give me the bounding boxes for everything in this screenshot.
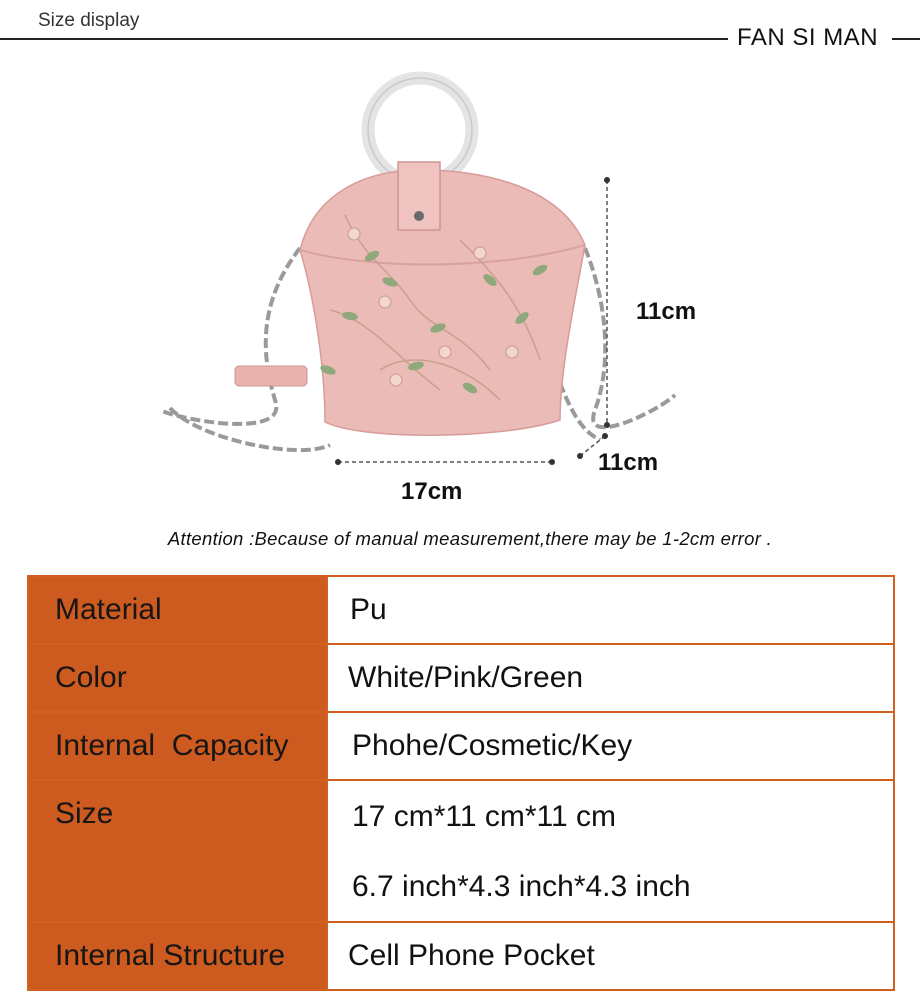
material-label-cell	[28, 576, 327, 644]
header-divider-right	[892, 38, 920, 40]
size-label-cell	[28, 780, 327, 922]
material-value: Pu	[350, 593, 387, 626]
section-title: Size display	[38, 10, 140, 31]
width-dimension-label: 17cm	[401, 478, 463, 505]
bag-body	[300, 170, 585, 435]
table-row	[28, 780, 894, 922]
material-value-cell	[327, 576, 894, 644]
capacity-label-cell	[28, 712, 327, 780]
table-row	[28, 576, 894, 644]
brand-name: FAN SI MAN	[737, 24, 879, 51]
height-dimension-label: 11cm	[636, 298, 697, 325]
capacity-value-cell	[327, 712, 894, 780]
structure-label: Internal Structure	[55, 939, 286, 972]
material-label: Material	[55, 593, 162, 626]
spec-table	[27, 575, 895, 991]
product-image	[140, 70, 700, 510]
structure-value: Cell Phone Pocket	[348, 939, 595, 972]
color-value-cell	[327, 644, 894, 712]
color-label-cell	[28, 644, 327, 712]
size-value-cell	[327, 780, 894, 922]
size-value-inch: 6.7 inch*4.3 inch*4.3 inch	[352, 870, 691, 903]
table-row	[28, 644, 894, 712]
color-value: White/Pink/Green	[348, 661, 584, 694]
size-label: Size	[55, 797, 114, 830]
color-label: Color	[55, 661, 127, 694]
capacity-value: Phohe/Cosmetic/Key	[352, 729, 633, 762]
structure-value-cell	[327, 922, 894, 990]
structure-label-cell	[28, 922, 327, 990]
attention-note: Attention :Because of manual measurement,there may be 1-2cm error .	[167, 528, 773, 549]
header-divider	[0, 38, 728, 40]
table-row	[28, 712, 894, 780]
size-value-cm: 17 cm*11 cm*11 cm	[352, 800, 616, 833]
table-row	[28, 922, 894, 990]
capacity-label: Internal Capacity	[55, 729, 289, 762]
depth-dimension-label: 11cm	[598, 449, 659, 476]
